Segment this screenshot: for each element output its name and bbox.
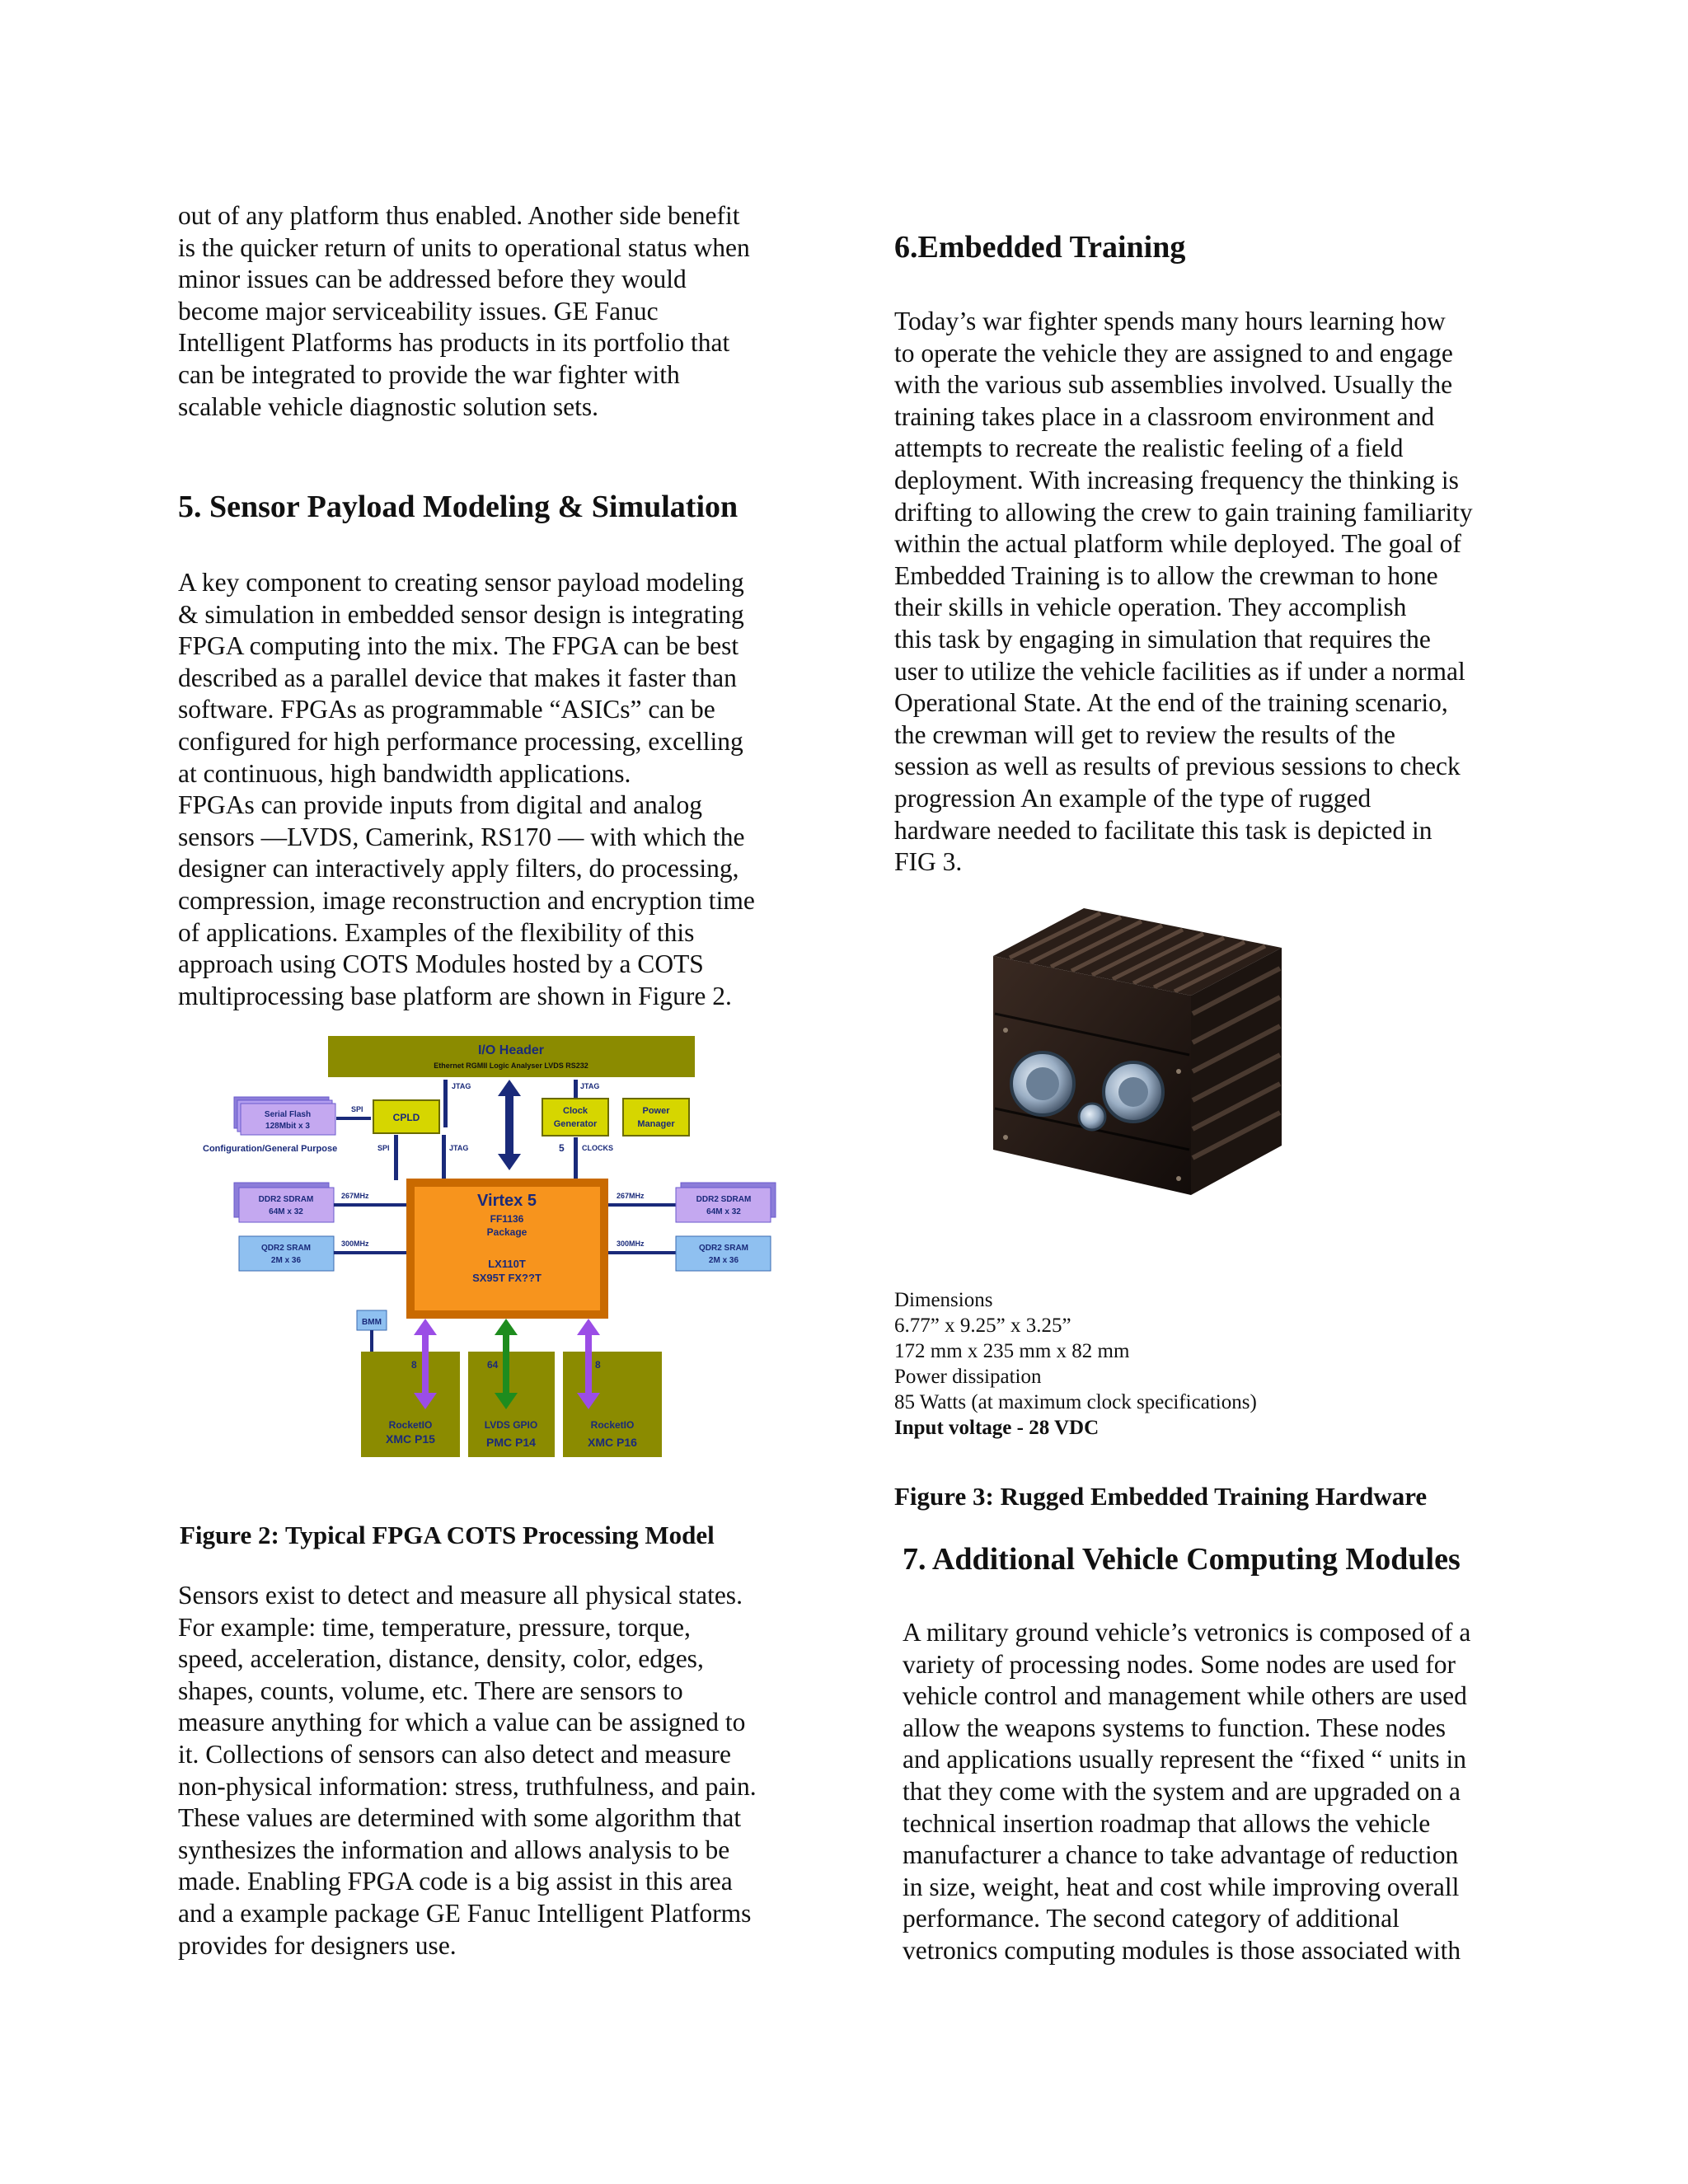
svg-text:QDR2 SRAM: QDR2 SRAM: [260, 1244, 312, 1253]
section7-heading: 7. Additional Vehicle Computing Modules: [903, 1542, 1461, 1577]
svg-text:Manager: Manager: [637, 1119, 675, 1129]
center-connector-icon: [1079, 1104, 1105, 1130]
section6-heading: 6.Embedded Training: [894, 230, 1186, 265]
serial-flash-block: [234, 1097, 335, 1135]
virtex5-fpga-block: [406, 1179, 608, 1319]
svg-text:RocketIO: RocketIO: [388, 1419, 433, 1431]
jtag-label-top-left: JTAG: [452, 1082, 471, 1090]
svg-text:FF1136: FF1136: [490, 1213, 524, 1225]
io-header-title: I/O Header: [477, 1043, 545, 1057]
pmc-p14-module: [468, 1352, 555, 1457]
spec-power-label: Power dissipation: [894, 1366, 1042, 1388]
svg-text:300MHz: 300MHz: [341, 1240, 369, 1248]
svg-text:SX95T FX??T: SX95T FX??T: [472, 1272, 542, 1284]
spec-dimensions-label: Dimensions: [894, 1289, 993, 1311]
svg-text:QDR2 SRAM: QDR2 SRAM: [698, 1244, 749, 1253]
qdr2-sram-right: [676, 1236, 771, 1271]
svg-text:Serial Flash: Serial Flash: [264, 1110, 312, 1119]
svg-text:RocketIO: RocketIO: [590, 1419, 635, 1431]
svg-text:300MHz: 300MHz: [617, 1240, 645, 1248]
svg-text:Virtex 5: Virtex 5: [477, 1192, 537, 1210]
io-double-arrow: [498, 1080, 521, 1170]
svg-text:LX110T: LX110T: [488, 1258, 526, 1270]
section5-paragraph: A key component to creating sensor payload modeling & simulation in embedded sensor design is integrating FPGA computing into the mix. The FPGA can be best described as a parallel device that makes it faster than software. FPGAs as programmable “ASICs” can be configured for high performance processing, excelling at continuous, high bandwidth applications. FPGAs can provide inputs from digital and analog sensors —LVDS, Camerink, RS170 — with which the designer can interactively apply filters, do processing, compression, image reconstruction and encryption time of applications. Examples of the flexibility of this approach using COTS Modules hosted by a COTS multiprocessing base platform are shown in Figure 2.: [178, 568, 755, 1010]
svg-text:8: 8: [411, 1359, 417, 1371]
svg-text:JTAG: JTAG: [449, 1144, 469, 1152]
svg-text:2M x 36: 2M x 36: [270, 1256, 302, 1265]
config-general-purpose-label: Configuration/General Purpose: [203, 1144, 338, 1154]
section7-paragraph: A military ground vehicle’s vetronics is composed of a variety of processing nodes. Some nodes are used for vehicle control and management while others are used allow the weapons systems to function. These nodes and applications usually represent the “fixed “ units in that they come with the system and are upgraded on a technical insertion roadmap that allows the vehicle manufacturer a chance to take advantage of reduction in size, weight, heat and cost while improving overall performance. The second category of additional vetronics computing modules is those associated with: [903, 1618, 1471, 1965]
svg-text:267MHz: 267MHz: [617, 1192, 645, 1200]
svg-text:Power: Power: [642, 1106, 670, 1116]
svg-text:DDR2 SDRAM: DDR2 SDRAM: [258, 1195, 314, 1204]
section5-heading: 5. Sensor Payload Modeling & Simulation: [178, 490, 738, 524]
intro-paragraph: out of any platform thus enabled. Another side benefit is the quicker return of units to operational status when minor issues can be addressed before they would become major serviceability issues. GE Fanuc Intelligent Platforms has products in its portfolio that can be integrated to provide the war fighter with scalable vehicle diagnostic solution sets.: [178, 201, 750, 421]
svg-text:64: 64: [487, 1359, 499, 1371]
svg-text:5: 5: [559, 1142, 565, 1154]
svg-text:2M x 36: 2M x 36: [708, 1256, 739, 1265]
svg-text:64M x 32: 64M x 32: [706, 1207, 741, 1216]
svg-text:CPLD: CPLD: [392, 1112, 420, 1123]
svg-text:DDR2 SDRAM: DDR2 SDRAM: [696, 1195, 752, 1204]
svg-text:267MHz: 267MHz: [341, 1192, 369, 1200]
ddr2-sdram-left: [234, 1183, 334, 1222]
sensors-paragraph: Sensors exist to detect and measure all physical states. For example: time, temperature, pressure, torque, speed, acceleration, distance, density, color, edges, shapes, counts, volume, etc. There are sensors to measure anything for which a value can be assigned to it. Collections of sensors can also detect and measure non-physical information: stress, truthfulness, and pain. These values are determined with some algorithm that synthesizes the information and allows analysis to be made. Enabling FPGA code is a big assist in this area and a example package GE Fanuc Intelligent Platforms provides for designers use.: [178, 1581, 757, 1960]
svg-text:Generator: Generator: [553, 1119, 598, 1129]
spec-power-value: 85 Watts (at maximum clock specifications): [894, 1391, 1257, 1413]
qdr2-sram-left: [239, 1236, 334, 1271]
svg-text:128Mbit x 3: 128Mbit x 3: [265, 1122, 310, 1131]
hardware-specs: [894, 1287, 1257, 1441]
svg-text:Package: Package: [486, 1226, 528, 1238]
section6-paragraph: Today’s war fighter spends many hours learning how to operate the vehicle they are assigned to and engage with the various sub assemblies involved. Usually the training takes place in a classroom environment and attempts to recreate the realistic feeling of a field deployment. With increasing frequency the thinking is drifting to allowing the crew to gain training familiarity within the actual platform while deployed. The goal of Embedded Training is to allow the crewman to hone their skills in vehicle operation. They accomplish this task by engaging in simulation that requires the user to utilize the vehicle facilities as if under a normal Operational State. At the end of the training scenario, the crewman will get to review the results of the session as well as results of previous sessions to check progression An example of the type of rugged hardware needed to facilitate this task is depicted in FIG 3.: [894, 307, 1473, 877]
jtag-label-top-right: JTAG: [580, 1082, 600, 1090]
svg-text:Clock: Clock: [563, 1106, 588, 1116]
svg-text:SPI: SPI: [377, 1144, 390, 1152]
clock-generator-block: [542, 1099, 608, 1136]
spec-dimensions-mm: 172 mm x 235 mm x 82 mm: [894, 1340, 1130, 1362]
svg-text:SPI: SPI: [351, 1105, 363, 1113]
rugged-hardware-photo: [919, 898, 1306, 1228]
svg-text:XMC P16: XMC P16: [588, 1436, 637, 1449]
svg-text:BMM: BMM: [362, 1318, 382, 1327]
svg-text:8: 8: [595, 1359, 601, 1371]
fpga-processing-diagram: [196, 1034, 790, 1459]
svg-text:LVDS GPIO: LVDS GPIO: [484, 1419, 538, 1431]
spec-dimensions-inches: 6.77” x 9.25” x 3.25”: [894, 1315, 1071, 1337]
ddr2-sdram-right: [676, 1183, 776, 1222]
xmc-p16-module: [563, 1352, 662, 1457]
power-manager-block: [623, 1099, 689, 1136]
io-header-block: [328, 1036, 695, 1077]
svg-text:PMC P14: PMC P14: [486, 1436, 536, 1449]
cpld-block: [373, 1100, 439, 1133]
io-header-signals: Ethernet RGMII Logic Analyser LVDS RS232: [434, 1062, 588, 1070]
spec-input-voltage: Input voltage - 28 VDC: [894, 1417, 1100, 1439]
figure3-caption: Figure 3: Rugged Embedded Training Hardware: [894, 1482, 1428, 1511]
figure2-caption: Figure 2: Typical FPGA COTS Processing Model: [180, 1521, 715, 1549]
svg-text:64M x 32: 64M x 32: [269, 1207, 303, 1216]
svg-text:XMC P15: XMC P15: [386, 1432, 435, 1446]
svg-text:CLOCKS: CLOCKS: [582, 1144, 613, 1152]
xmc-p15-module: [361, 1352, 460, 1457]
